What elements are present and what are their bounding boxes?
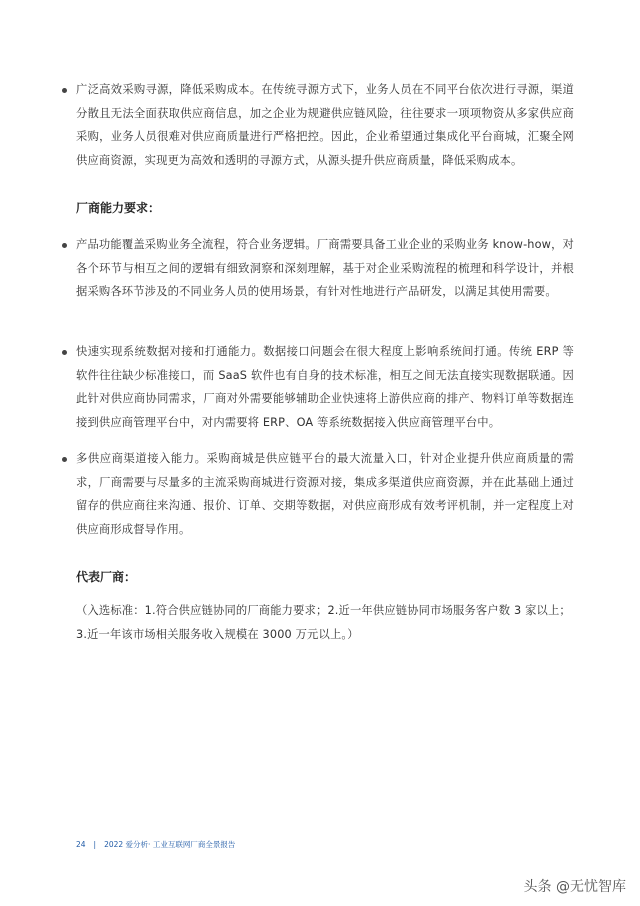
bullet-paragraph: [76, 340, 574, 434]
section-heading-vendors: 代表厂商：: [76, 570, 137, 584]
bullet-dot-icon: [62, 457, 67, 462]
bullet-dot-icon: [62, 350, 67, 355]
page-footer: [76, 839, 235, 850]
bullet-paragraph: [76, 233, 574, 304]
source-watermark: 头条 @无忧智库: [523, 879, 626, 895]
bullet-paragraph: [76, 447, 574, 541]
bullet-paragraph: [76, 78, 574, 172]
report-title: 2022 爱分析· 工业互联网厂商全景报告: [104, 840, 236, 849]
bullet-text: 广泛高效采购寻源，降低采购成本。在传统寻源方式下，业务人员在不同平台依次进行寻源，渠道分散且无法全面获取供应商信息，加之企业为规避供应链风险，往往要求一项项物资从多家供应商采购，业务人员很难对供应商质量进行严格把控。因此，企业希望通过集成化平台商城，汇聚全网供应商资源，实现更为高效和透明的寻源方式，从源头提升供应商质量，降低采购成本。: [76, 83, 574, 167]
bullet-text: 多供应商渠道接入能力。采购商城是供应链平台的最大流量入口，针对企业提升供应商质量的需求，厂商需要与尽量多的主流采购商城进行资源对接，集成多渠道供应商资源，并在此基础上通过留存的供应商往来沟通、报价、订单、交期等数据，对供应商形成有效考评机制，并一定程度上对供应商形成督导作用。: [76, 452, 574, 536]
footer-separator: |: [93, 840, 97, 849]
bullet-text: 产品功能覆盖采购业务全流程，符合业务逻辑。厂商需要具备工业企业的采购业务 know-how，对各个环节与相互之间的逻辑有细致洞察和深刻理解，基于对企业采购流程的梳理和科学设计，并根据采购各环节涉及的不同业务人员的使用场景，有针对性地进行产品研发，以满足其使用需要。: [76, 238, 574, 298]
page-number: 24: [76, 840, 86, 849]
section-heading-capability: 厂商能力要求：: [76, 201, 161, 215]
bullet-text: 快速实现系统数据对接和打通能力。数据接口问题会在很大程度上影响系统间打通。传统 ERP 等软件往往缺少标准接口，而 SaaS 软件也有自身的技术标准，相互之间无法直接实现数据联通。因此针对供应商协同需求，厂商对外需要能够辅助企业快速将上游供应商的排产、物料订单等数据连接到供应商管理平台中，对内需要将 ERP、OA 等系统数据接入供应商管理平台中。: [76, 345, 574, 429]
selection-criteria-note: （入选标准：1.符合供应链协同的厂商能力要求；2.近一年供应链协同市场服务客户数 3 家以上；3.近一年该市场相关服务收入规模在 3000 万元以上。）: [76, 604, 571, 641]
bullet-dot-icon: [62, 243, 67, 248]
bullet-dot-icon: [62, 88, 67, 93]
